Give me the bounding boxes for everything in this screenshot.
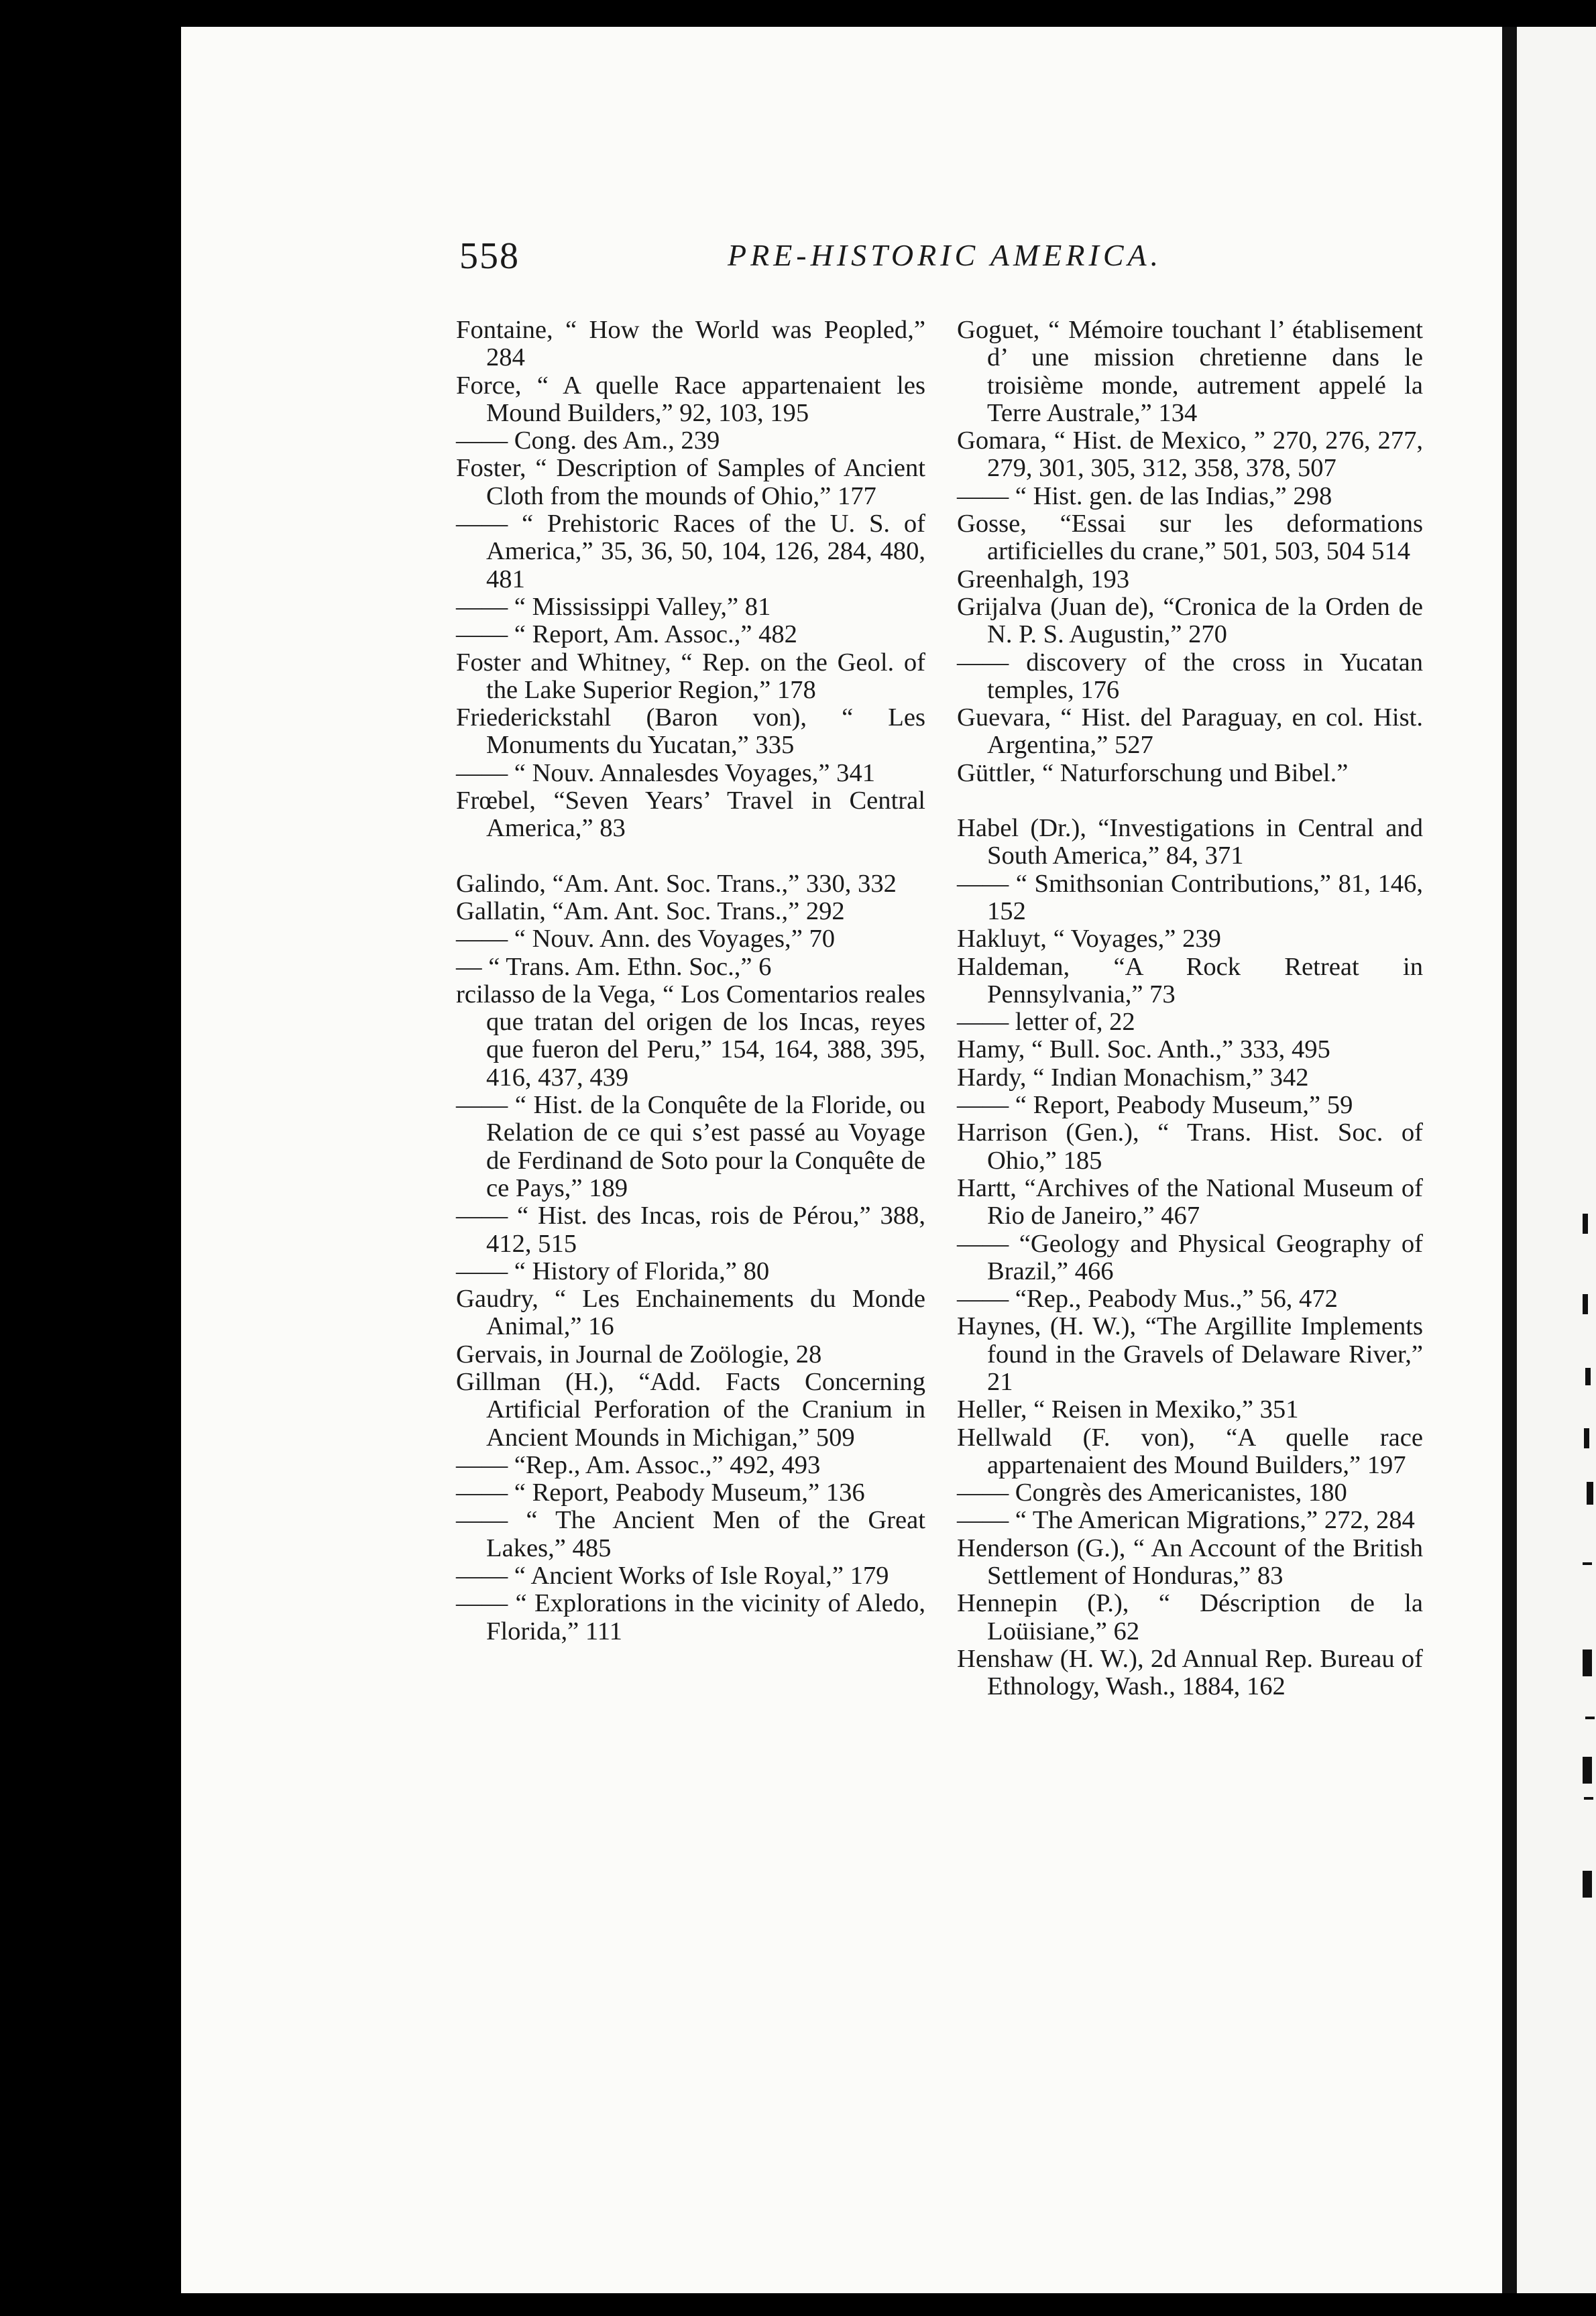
running-title: PRE-HISTORIC AMERICA.: [728, 238, 1163, 272]
index-entry: Harrison (Gen.), “ Trans. Hist. Soc. of Ohio,” 185: [957, 1118, 1423, 1175]
index-entry: Henderson (G.), “ An Account of the British Settlement of Honduras,” 83: [957, 1533, 1423, 1590]
index-entry: Hamy, “ Bull. Soc. Anth.,” 333, 495: [957, 1035, 1330, 1064]
index-entry: —— Congrès des Americanistes, 180: [957, 1479, 1347, 1507]
index-entry: Hellwald (F. von), “A quelle race appartenaient des Mound Builders,” 197: [957, 1423, 1423, 1479]
index-entry: Foster and Whitney, “ Rep. on the Geol. of the Lake Superior Region,” 178: [456, 648, 925, 704]
adjacent-page-edge: [1517, 27, 1596, 2293]
index-entry: Foster, “ Description of Samples of Ancient Cloth from the mounds of Ohio,” 177: [456, 454, 925, 510]
index-entry: Hakluyt, “ Voyages,” 239: [957, 925, 1221, 953]
index-entry: —— “ History of Florida,” 80: [456, 1257, 770, 1285]
index-entry: Gervais, in Journal de Zoölogie, 28: [456, 1340, 822, 1369]
index-entry: —— discovery of the cross in Yucatan temples, 176: [957, 648, 1423, 704]
index-entry: —— “ Smithsonian Contributions,” 81, 146, 152: [957, 869, 1423, 925]
index-entry: —— “ Explorations in the vicinity of Aledo, Florida,” 111: [456, 1589, 925, 1645]
index-entry: Gosse, “Essai sur les deformations artificielles du crane,” 501, 503, 504 514: [957, 510, 1423, 566]
page-header: [459, 228, 1445, 288]
index-entry: —— “Geology and Physical Geography of Brazil,” 466: [957, 1229, 1423, 1285]
index-entry: —— letter of, 22: [957, 1008, 1135, 1037]
index-entry: Fontaine, “ How the World was Peopled,” 284: [456, 316, 925, 372]
index-entry: —— “ Report, Am. Assoc.,” 482: [456, 620, 797, 649]
index-column-right: [957, 316, 1423, 1701]
page-number: 558: [459, 235, 520, 277]
index-entry: Gaudry, “ Les Enchainements du Monde Animal,” 16: [456, 1285, 925, 1341]
index-column-left: [456, 316, 925, 1645]
index-entry: —— “ Report, Peabody Museum,” 136: [456, 1479, 865, 1507]
index-entry: Haynes, (H. W.), “The Argillite Implements found in the Gravels of Delaware River,” 21: [957, 1312, 1423, 1396]
index-entry: Friederickstahl (Baron von), “ Les Monuments du Yucatan,” 335: [456, 703, 925, 760]
index-entry: Henshaw (H. W.), 2d Annual Rep. Bureau of Ethnology, Wash., 1884, 162: [957, 1644, 1423, 1701]
index-entry: Hardy, “ Indian Monachism,” 342: [957, 1063, 1309, 1092]
index-entry: Goguet, “ Mémoire touchant l’ établisement d’ une mission chretienne dans le troisième monde, autrement appelé la Terre Australe,” 134: [957, 316, 1423, 427]
index-entry: —— “Rep., Peabody Mus.,” 56, 472: [957, 1285, 1338, 1314]
index-entry: Güttler, “ Naturforschung und Bibel.”: [957, 758, 1349, 787]
index-entry: Force, “ A quelle Race appartenaient les Mound Builders,” 92, 103, 195: [456, 371, 925, 427]
index-entry: Grijalva (Juan de), “Cronica de la Orden de N. P. S. Augustin,” 270: [957, 592, 1423, 649]
index-entry: Hartt, “Archives of the National Museum of Rio de Janeiro,” 467: [957, 1173, 1423, 1230]
index-entry: —— Cong. des Am., 239: [456, 426, 720, 455]
index-entry: Galindo, “Am. Ant. Soc. Trans.,” 330, 332: [456, 869, 897, 898]
index-entry: Heller, “ Reisen in Mexiko,” 351: [957, 1395, 1299, 1424]
index-entry: rcilasso de la Vega, “ Los Comentarios reales que tratan del origen de los Incas, reyes que fueron del Peru,” 154, 164, 388, 395, 416, 437, 439: [456, 980, 925, 1092]
page-gutter-shadow: [1502, 27, 1517, 2293]
index-entry: —— “ The American Migrations,” 272, 284: [957, 1506, 1415, 1535]
index-entry: —— “Rep., Am. Assoc.,” 492, 493: [456, 1450, 821, 1479]
index-entry: —— “ Hist. gen. de las Indias,” 298: [957, 481, 1332, 510]
index-entry: Gomara, “ Hist. de Mexico, ” 270, 276, 277, 279, 301, 305, 312, 358, 378, 507: [957, 426, 1423, 483]
index-entry: Guevara, “ Hist. del Paraguay, en col. Hist. Argentina,” 527: [957, 703, 1423, 760]
index-entry: Frœbel, “Seven Years’ Travel in Central America,” 83: [456, 787, 925, 843]
index-entry: — “ Trans. Am. Ethn. Soc.,” 6: [456, 952, 772, 981]
index-entry: —— “ Ancient Works of Isle Royal,” 179: [456, 1562, 889, 1590]
index-entry: Habel (Dr.), “Investigations in Central and South America,” 84, 371: [957, 814, 1423, 870]
index-entry: Haldeman, “A Rock Retreat in Pennsylvania,” 73: [957, 952, 1423, 1008]
index-entry: Gillman (H.), “Add. Facts Concerning Artificial Perforation of the Cranium in Ancient Mounds in Michigan,” 509: [456, 1367, 925, 1452]
index-entry: —— “ Prehistoric Races of the U. S. of America,” 35, 36, 50, 104, 126, 284, 480, 481: [456, 510, 925, 593]
index-entry: —— “ Mississippi Valley,” 81: [456, 592, 771, 621]
index-entry: Greenhalgh, 193: [957, 565, 1130, 593]
index-entry: —— “ Nouv. Annalesdes Voyages,” 341: [456, 758, 876, 787]
index-entry: —— “ The Ancient Men of the Great Lakes,” 485: [456, 1506, 925, 1562]
index-entry: —— “ Nouv. Ann. des Voyages,” 70: [456, 925, 836, 953]
index-entry: —— “ Hist. de la Conquête de la Floride, ou Relation de ce qui s’est passé au Voyage de Ferdinand de Soto pour la Conquête de ce Pays,” 189: [456, 1091, 925, 1202]
index-entry: —— “ Hist. des Incas, rois de Pérou,” 388, 412, 515: [456, 1202, 925, 1258]
index-entry: —— “ Report, Peabody Museum,” 59: [957, 1091, 1353, 1120]
index-entry: Gallatin, “Am. Ant. Soc. Trans.,” 292: [456, 896, 845, 925]
index-entry: Hennepin (P.), “ Déscription de la Loüisiane,” 62: [957, 1589, 1423, 1645]
